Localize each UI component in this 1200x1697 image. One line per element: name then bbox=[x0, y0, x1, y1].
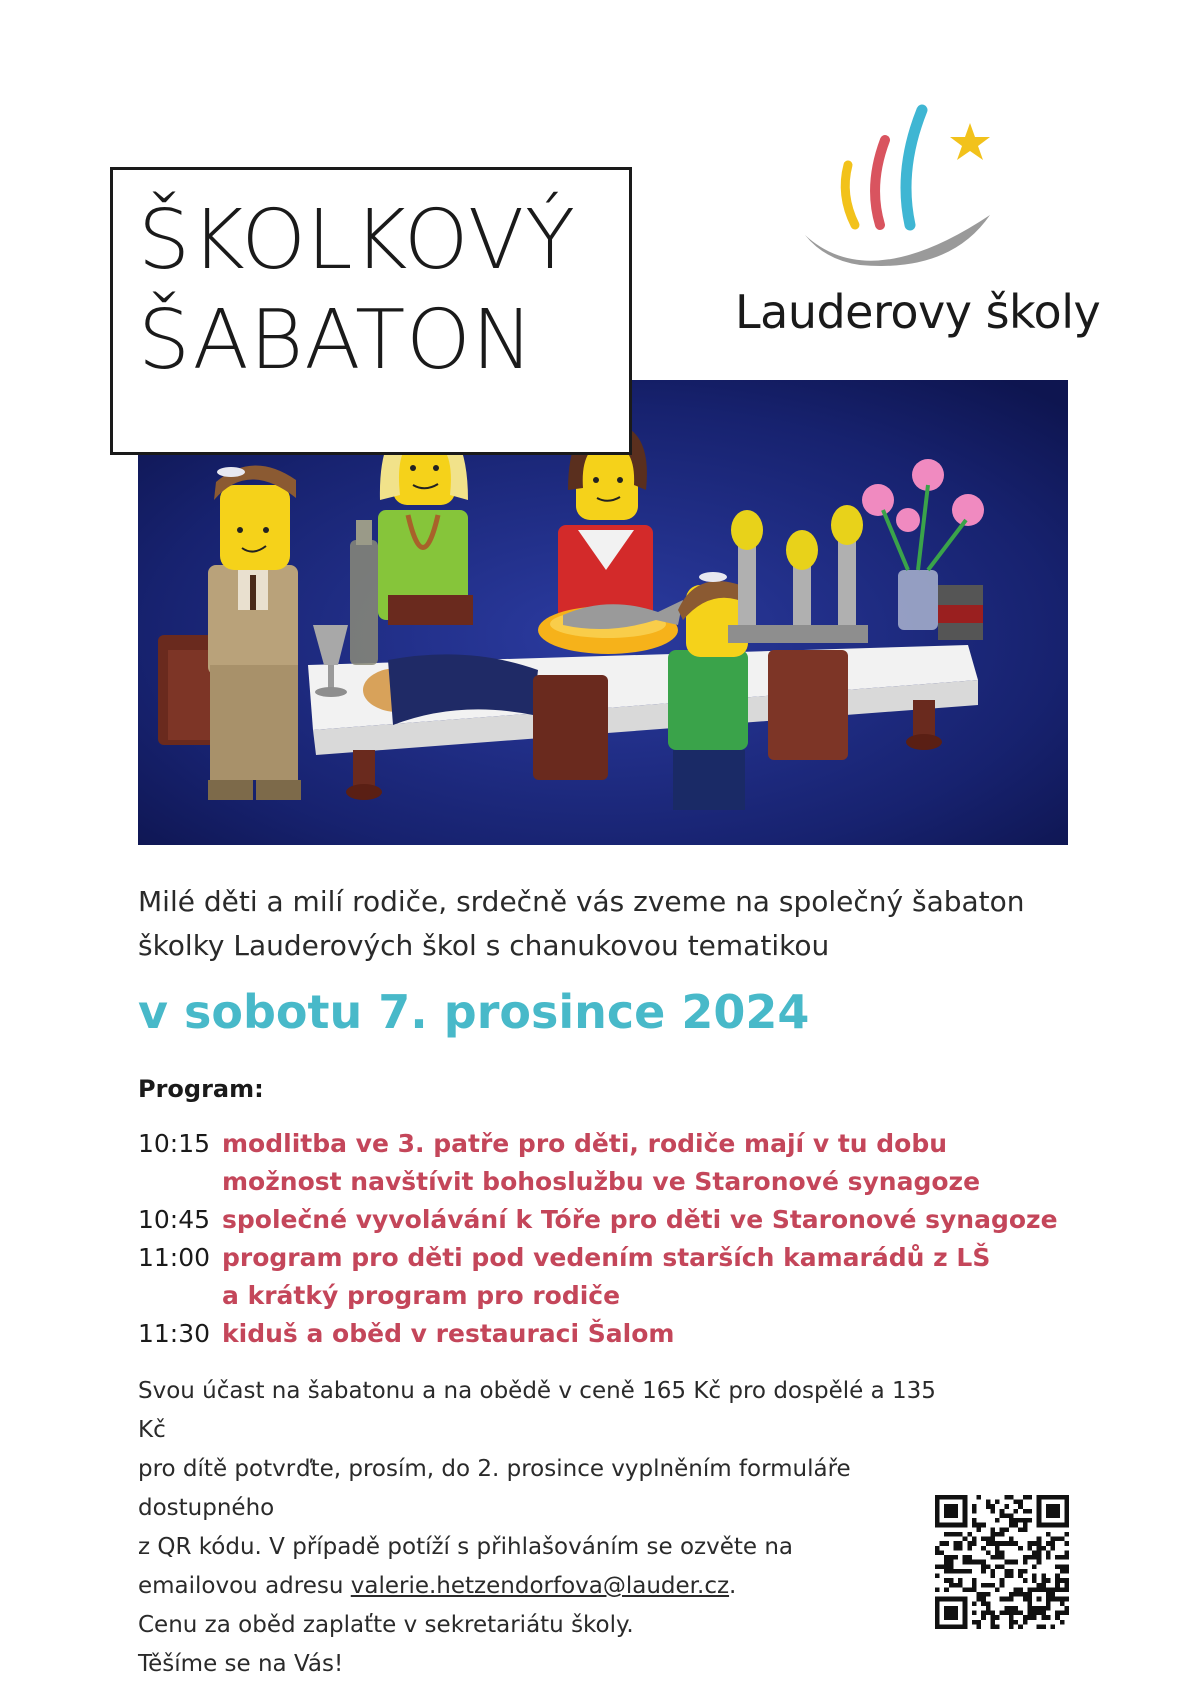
program-heading: Program: bbox=[138, 1075, 264, 1103]
program-list bbox=[138, 1125, 1098, 1353]
info-line-5: Cenu za oběd zaplaťte v sekretariátu školy. bbox=[138, 1612, 634, 1638]
program-description bbox=[222, 1125, 980, 1201]
program-description-line: kiduš a oběd v restauraci Šalom bbox=[222, 1319, 675, 1348]
title-box bbox=[110, 167, 632, 455]
program-time: 11:30 bbox=[138, 1319, 211, 1348]
title-line-2: ŠABATON bbox=[138, 293, 535, 388]
registration-info bbox=[138, 1372, 958, 1684]
contact-email-link[interactable]: valerie.hetzendorfova@lauder.cz bbox=[350, 1573, 730, 1599]
program-description-line: program pro děti pod vedením starších kamarádů z LŠ bbox=[222, 1243, 991, 1272]
program-time: 11:00 bbox=[138, 1243, 211, 1272]
info-line-6: Těšíme se na Vás! bbox=[138, 1651, 344, 1677]
program-description-line: a krátký program pro rodiče bbox=[222, 1281, 621, 1310]
program-description bbox=[222, 1315, 674, 1353]
title-line-1: ŠKOLKOVÝ bbox=[138, 193, 577, 288]
program-item bbox=[138, 1239, 1098, 1315]
program-description bbox=[222, 1239, 990, 1315]
program-time: 10:45 bbox=[138, 1205, 211, 1234]
program-description bbox=[222, 1201, 1058, 1239]
program-item bbox=[138, 1315, 1098, 1353]
program-description-line: společné vyvolávání k Tóře pro děti ve Staronové synagoze bbox=[222, 1205, 1058, 1234]
info-line-2: pro dítě potvrďte, prosím, do 2. prosince vyplněním formuláře dostupného bbox=[138, 1456, 851, 1521]
qr-code-icon[interactable] bbox=[935, 1495, 1069, 1629]
info-line-4-prefix: emailovou adresu bbox=[138, 1573, 351, 1599]
program-item bbox=[138, 1125, 1098, 1201]
event-date: v sobotu 7. prosince 2024 bbox=[138, 985, 810, 1039]
program-time: 10:15 bbox=[138, 1129, 211, 1158]
intro-line-2: školky Lauderových škol s chanukovou tematikou bbox=[138, 929, 830, 962]
intro-text bbox=[138, 880, 1098, 968]
info-line-4 bbox=[138, 1567, 958, 1606]
logo-text: Lauderovy školy bbox=[735, 285, 1101, 339]
info-line-3: z QR kódu. V případě potíží s přihlašováním se ozvěte na bbox=[138, 1534, 793, 1560]
info-line-1: Svou účast na šabatonu a na obědě v ceně 165 Kč pro dospělé a 135 Kč bbox=[138, 1378, 936, 1443]
program-description-line: možnost navštívit bohoslužbu ve Staronové synagoze bbox=[222, 1167, 981, 1196]
lauder-logo-icon bbox=[800, 95, 1020, 275]
info-line-4-suffix: . bbox=[729, 1573, 737, 1599]
intro-line-1: Milé děti a milí rodiče, srdečně vás zveme na společný šabaton bbox=[138, 885, 1025, 918]
program-description-line: modlitba ve 3. patře pro děti, rodiče mají v tu dobu bbox=[222, 1129, 948, 1158]
program-item bbox=[138, 1201, 1098, 1239]
